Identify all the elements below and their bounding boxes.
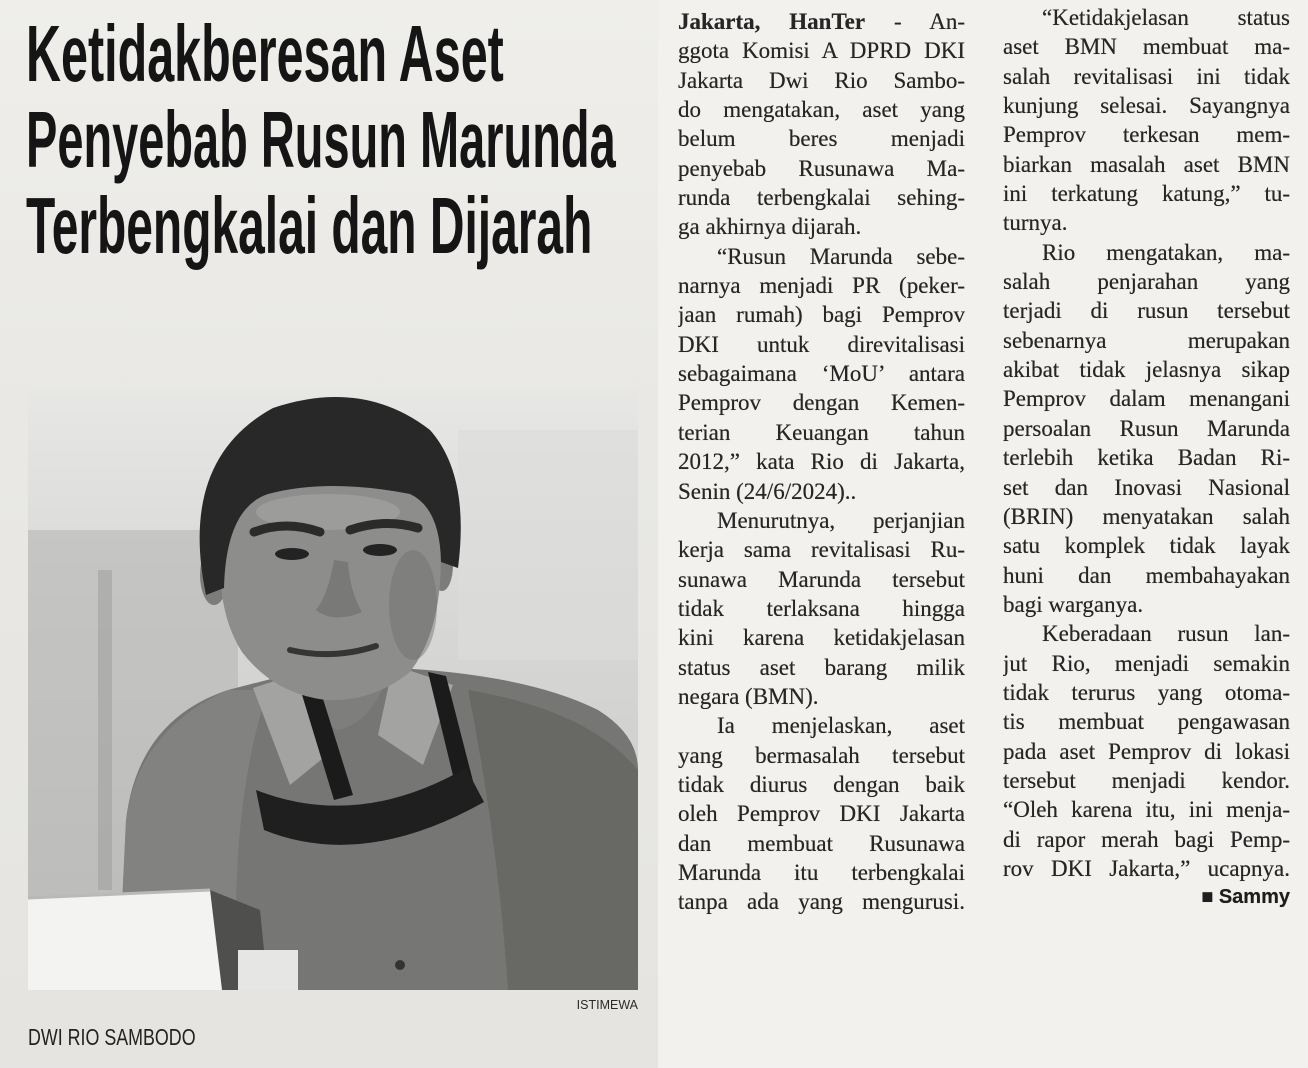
text-line: ga akhirnya dijarah. (678, 214, 862, 240)
dateline: Jakarta, HanTer (678, 9, 866, 34)
text-line: salah penjarahan yang (1003, 269, 1290, 295)
paragraph (678, 506, 965, 711)
photo-window-frame (98, 570, 112, 890)
eye-right (363, 544, 397, 556)
text-line: Ia menjelaskan, aset (717, 713, 965, 739)
text-line: ini terkatung katung,” tu- (1003, 181, 1290, 207)
photo-credit: ISTIMEWA (576, 998, 638, 1012)
text-line: (BRIN) menyatakan salah (1003, 503, 1290, 529)
text-line: salah revitalisasi ini tidak (1003, 63, 1290, 89)
paragraph (678, 242, 965, 506)
text-line: satu komplek tidak layak (1003, 533, 1290, 559)
paragraph (678, 711, 965, 916)
text-line: tanpa ada yang mengurusi. (678, 889, 965, 915)
text-line: biarkan masalah aset BMN (1003, 151, 1290, 177)
author-name: Sammy (1218, 886, 1290, 909)
text-line: kini karena ketidakjelasan (678, 625, 965, 651)
text-line: Pemprov dengan Kemen- (678, 390, 965, 416)
text-line: dan membuat Rusunawa (678, 830, 965, 856)
text-line: kerja sama revitalisasi Ru- (678, 537, 965, 563)
text-line: status aset barang milik (678, 654, 965, 680)
article-column-1 (678, 7, 965, 917)
text-line: turnya. (1003, 210, 1068, 236)
text-line: DKI untuk direvitalisasi (678, 331, 965, 357)
text-line: huni dan membahayakan (1003, 562, 1290, 588)
cheek-shadow (389, 550, 437, 660)
text-line: Menurutnya, perjanjian (717, 507, 965, 533)
eye-left (275, 548, 309, 560)
desk-device (238, 950, 298, 990)
headline-line-3: Terbengkalai dan Dijarah (26, 181, 593, 270)
text-line: sebenarnya merupakan (1003, 327, 1290, 353)
article-photo (28, 390, 638, 990)
paragraph (1003, 3, 1290, 238)
photo-wall-background (458, 430, 638, 660)
text-line: Pemprov dalam menangani (1003, 386, 1290, 412)
text-line: sunawa Marunda tersebut (678, 566, 965, 592)
text-line: Keberadaan rusun lan- (1042, 621, 1290, 647)
text-line: set dan Inovasi Nasional (1003, 474, 1290, 500)
text-line: aset BMN membuat ma- (1003, 34, 1290, 60)
text-line: tis membuat pengawasan (1003, 709, 1290, 735)
text-line: Jakarta Dwi Rio Sambo- (678, 67, 965, 93)
text-line: “Rusun Marunda sebe- (717, 243, 965, 269)
text-line: kunjung selesai. Sayangnya (1003, 93, 1290, 119)
text-line: Pemprov terkesan mem- (1003, 122, 1290, 148)
text-line: yang bermasalah tersebut (678, 742, 965, 768)
text-line: tidak terlaksana hingga (678, 595, 965, 621)
text-line: narnya menjadi PR (peker- (678, 273, 965, 299)
paragraph (1003, 619, 1290, 883)
text-line: jut Rio, menjadi semakin (1003, 650, 1290, 676)
end-mark-icon: ■ (1201, 886, 1214, 909)
headline-line-1: Ketidakberesan Aset (26, 9, 504, 98)
text-line: tersebut menjadi kendor. (1003, 767, 1290, 793)
text-line: rov DKI Jakarta,” ucapnya. (1003, 855, 1290, 881)
text-line: jaan rumah) bagi Pemprov (678, 302, 965, 328)
text-line: Marunda itu terbengkalai (678, 859, 965, 885)
text-line: negara (BMN). (678, 683, 819, 709)
photo-caption: DWI RIO SAMBODO (28, 1024, 196, 1050)
text-line: pada aset Pemprov di lokasi (1003, 738, 1290, 764)
text-line: 2012,” kata Rio di Jakarta, (678, 449, 965, 475)
shirt-button (395, 960, 405, 970)
text-line: terjadi di rusun tersebut (1003, 298, 1290, 324)
headline-line-2: Penyebab Rusun Marunda (26, 95, 616, 184)
byline (1003, 883, 1290, 912)
text-line (678, 7, 965, 36)
text-line: terian Keuangan tahun (678, 419, 965, 445)
text-line: penyebab Rusunawa Ma- (678, 155, 965, 181)
text-line: runda terbengkalai sehing- (678, 185, 965, 211)
text-line: Senin (24/6/2024).. (678, 478, 857, 504)
laptop (28, 890, 222, 990)
article-column-2 (1003, 3, 1290, 913)
photo-image (28, 390, 638, 990)
text-line: “Oleh karena itu, ini menja- (1003, 797, 1290, 823)
text-line: persoalan Rusun Marunda (1003, 415, 1290, 441)
text-line: akibat tidak jelasnya sikap (1003, 357, 1290, 383)
paragraph (678, 7, 965, 242)
text-line: sebagaimana ‘MoU’ antara (678, 361, 965, 387)
text-line-content: - An- (893, 9, 965, 34)
text-line: di rapor merah bagi Pemp- (1003, 826, 1290, 852)
text-line: oleh Pemprov DKI Jakarta (678, 801, 965, 827)
text-line: do mengatakan, aset yang (678, 97, 965, 123)
text-line: tidak terurus yang otoma- (1003, 679, 1290, 705)
text-line: belum beres menjadi (678, 126, 965, 152)
text-line: bagi warganya. (1003, 591, 1144, 617)
paragraph (1003, 238, 1290, 619)
text-line: tidak diurus dengan baik (678, 771, 965, 797)
text-line: “Ketidakjelasan status (1042, 5, 1290, 30)
text-line: ggota Komisi A DPRD DKI (678, 38, 965, 64)
text-line: Rio mengatakan, ma- (1042, 239, 1290, 265)
text-line: terlebih ketika Badan Ri- (1003, 445, 1290, 471)
